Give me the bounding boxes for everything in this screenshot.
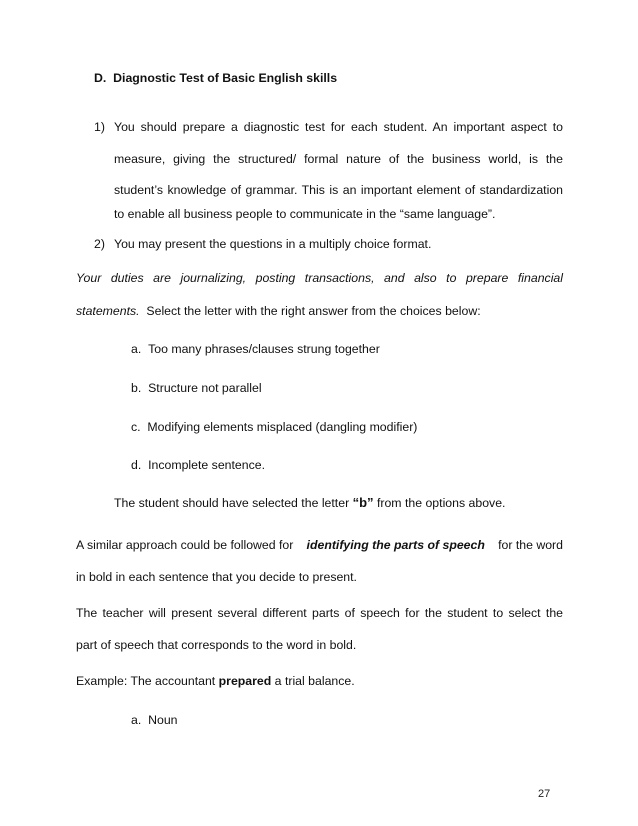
example-choice-a: [131, 712, 178, 728]
choice-text: Structure not parallel: [148, 381, 262, 395]
section-letter: D.: [94, 71, 107, 85]
choice-text: Noun: [148, 713, 178, 727]
similar-approach-emphasis: identifying the parts of speech: [306, 538, 485, 552]
similar-approach-after: for the word: [498, 538, 563, 552]
selection-note-answer: “b”: [352, 495, 374, 510]
choice-a: [131, 341, 380, 357]
choice-d: [131, 457, 265, 473]
item-number-2: 2): [94, 237, 105, 251]
choice-text: Incomplete sentence.: [148, 458, 266, 472]
choice-letter: a.: [131, 342, 142, 356]
section-heading: [94, 70, 337, 86]
choice-b: [131, 380, 262, 396]
duties-line-1: Your duties are journalizing, posting transactions, and also to prepare financial: [76, 271, 563, 285]
choice-letter: c.: [131, 420, 141, 434]
page-number: 27: [538, 788, 551, 800]
item-1-line-4: to enable all business people to communicate in the “same language”.: [114, 207, 496, 221]
item-1-line-2: measure, giving the structured/ formal nature of the business world, is the: [114, 152, 563, 166]
example-bold-word: prepared: [218, 674, 272, 688]
teacher-note-line-1: The teacher will present several different parts of speech for the student to select the: [76, 606, 563, 620]
choice-c: [131, 419, 417, 435]
choice-text: Modifying elements misplaced (dangling modifier): [147, 420, 418, 434]
example-before: Example: The accountant: [76, 674, 219, 688]
item-1-line-1: You should prepare a diagnostic test for each student. An important aspect to: [114, 120, 563, 134]
selection-note-before: The student should have selected the letter: [114, 496, 353, 510]
similar-approach-line-2: in bold in each sentence that you decide to present.: [76, 570, 357, 584]
choice-letter: d.: [131, 458, 142, 472]
item-1-line-3: student’s knowledge of grammar. This is an important element of standardization: [114, 183, 563, 197]
choice-text: Too many phrases/clauses strung together: [148, 342, 380, 356]
duties-line-2: [76, 303, 481, 319]
choice-letter: b.: [131, 381, 142, 395]
duties-italic-word: statements.: [76, 304, 140, 318]
selection-note-after: from the options above.: [373, 496, 506, 510]
selection-note: [114, 495, 505, 511]
item-2-line-1: You may present the questions in a multiply choice format.: [114, 237, 432, 251]
example-after: a trial balance.: [271, 674, 355, 688]
choice-letter: a.: [131, 713, 142, 727]
example-line: [76, 673, 355, 689]
similar-approach-line-1: [76, 537, 563, 553]
teacher-note-line-2: part of speech that corresponds to the word in bold.: [76, 638, 357, 652]
item-number-1: 1): [94, 120, 105, 134]
similar-approach-before: A similar approach could be followed for: [76, 538, 294, 552]
duties-rest: Select the letter with the right answer from the choices below:: [146, 304, 481, 318]
section-title: Diagnostic Test of Basic English skills: [113, 71, 338, 85]
